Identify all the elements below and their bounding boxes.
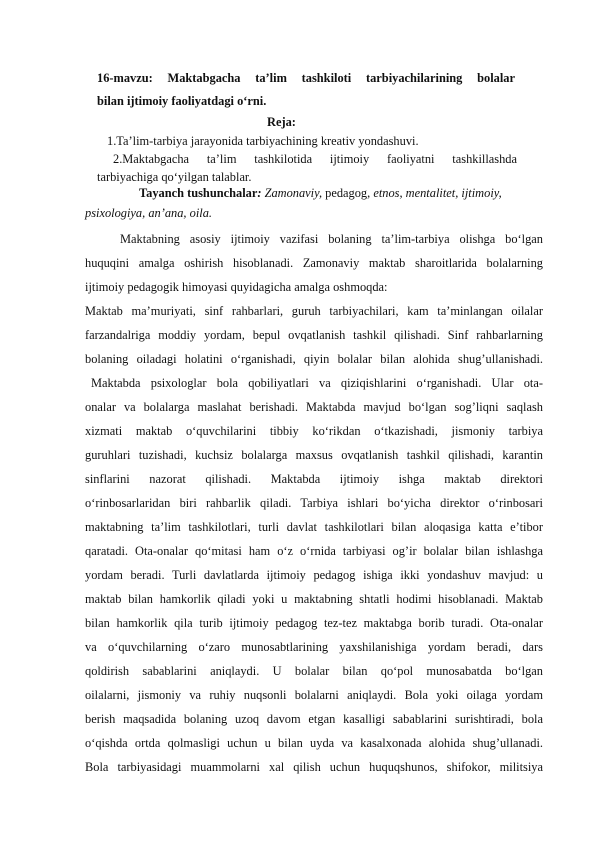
body-line: farzandalriga moddiy yordam, bepul ovqatlanish tashkil qilishadi. Sinf rahbarlarning xyxy=(85,328,543,342)
body-line: huquqini amalga oshirish hisoblanadi. Zamonaviy maktab sharoitlarida bolalarning xyxy=(85,256,543,270)
plan-item-1: 1.Ta’lim-tarbiya jarayonida tarbiyachining kreativ yondashuvi. xyxy=(107,134,419,148)
body-line: qoldirish sabablarini aniqlaydi. U bolalar bilan qo‘pol munosabatda bo‘lgan xyxy=(85,664,543,678)
body-line: bolaning oiladagi holatini o‘rganishadi, qiyin bolalar bilan alohida shug’ullanishadi. xyxy=(85,352,543,366)
key-concepts-term-plain: pedagog, xyxy=(325,186,371,200)
body-line: yordam beradi. Turli davlatlarda ijtimoiy pedagog ishiga ikki yondashuv mavjud: u xyxy=(85,568,543,582)
body-line: ijtimoiy pedagogik himoyasi quyidagicha amalga oshmoqda: xyxy=(85,280,388,294)
key-concepts-line-2: psixologiya, an’ana, oila. xyxy=(85,206,212,220)
body-line: onalar va bolalarga maslahat berishadi. Maktabda mavjud bo‘lgan sog’liqni saqlash xyxy=(85,400,543,414)
key-concepts-line-1 xyxy=(139,186,543,201)
body-line: Bola tarbiyasidagi muammolarni xal qilish uchun huquqshunos, shifokor, militsiya xyxy=(85,760,543,774)
body-line: maktabning ta’lim tashkilotlari, turli davlat tashkilotlari bilan aloqasiga katta e’tibor xyxy=(85,520,543,534)
plan-item-2-line-2: tarbiyachiga qo‘yilgan talablar. xyxy=(97,170,252,184)
body-line: qaratadi. Ota-onalar qo‘mitasi ham o‘z o‘rnida tarbiyasi og’ir bolalar bilan ishlashga xyxy=(85,544,543,558)
body-line: xizmati maktab o‘quvchilarini tibbiy ko‘rikdan o‘tkazishadi, jismoniy tarbiya xyxy=(85,424,543,438)
body-line: va o‘quvchilarning o‘zaro munosabtlarining yaxshilanishiga yordam beradi, dars xyxy=(85,640,543,654)
body-line: berish maqsadida bolaning uzoq davom etgan kasalligi sabablarini surishtiradi, bola xyxy=(85,712,543,726)
plan-item-2-line-1: 2.Maktabgacha ta’lim tashkilotida ijtimoiy faoliyatni tashkillashda xyxy=(113,152,517,166)
body-line: oilalarni, jismoniy va ruhiy nuqsonli bolalarni aniqlaydi. Bola yoki oilaga yordam xyxy=(85,688,543,702)
key-concepts-label: Tayanch tushunchalar xyxy=(139,186,258,200)
body-line: bilan hamkorlik qila turib ijtimoiy pedagog tez-tez maktabga borib turadi. Ota-onalar xyxy=(85,616,543,630)
body-line: maktab bilan hamkorlik qiladi yoki u maktabning shtatli hodimi hisoblanadi. Maktab xyxy=(85,592,543,606)
key-concepts-terms-a: Zamonaviy, xyxy=(261,186,326,200)
body-line: sinflarini nazorat qilishadi. Maktabda ijtimoiy ishga maktab direktori xyxy=(85,472,543,486)
key-concepts-terms-b: etnos, mentalitet, ijtimoiy, xyxy=(370,186,502,200)
body-line: o‘qishda ortda qolmasligi uchun u bilan uyda va kasalxonada alohida shug’ullanadi. xyxy=(85,736,543,750)
key-concepts-colon: : xyxy=(257,186,262,200)
body-line: guruhlari tuzishadi, kuchsiz bolalarga maxsus ovqatlanish tashkil qilishadi, karantin xyxy=(85,448,543,462)
body-line: Maktabda psixologlar bola qobiliyatlari va qiziqishlarini o‘rganishadi. Ular ota- xyxy=(91,376,543,390)
body-line: Maktabning asosiy ijtimoiy vazifasi bolaning ta’lim-tarbiya olishga bo‘lgan xyxy=(120,232,543,246)
body-line: o‘rinbosarlaridan biri rahbarlik qiladi. Tarbiya ishlari bo‘yicha direktor o‘rinbosari xyxy=(85,496,543,510)
body-line: Maktab ma’muriyati, sinf rahbarlari, guruh tarbiyachilari, kam ta’minlangan oilalar xyxy=(85,304,543,318)
topic-title-line-2: bilan ijtimoiy faoliyatdagi o‘rni. xyxy=(97,94,267,108)
topic-title-line-1: 16-mavzu: Maktabgacha ta’lim tashkiloti tarbiyachilarining bolalar xyxy=(97,71,515,85)
plan-heading: Reja: xyxy=(267,115,296,129)
